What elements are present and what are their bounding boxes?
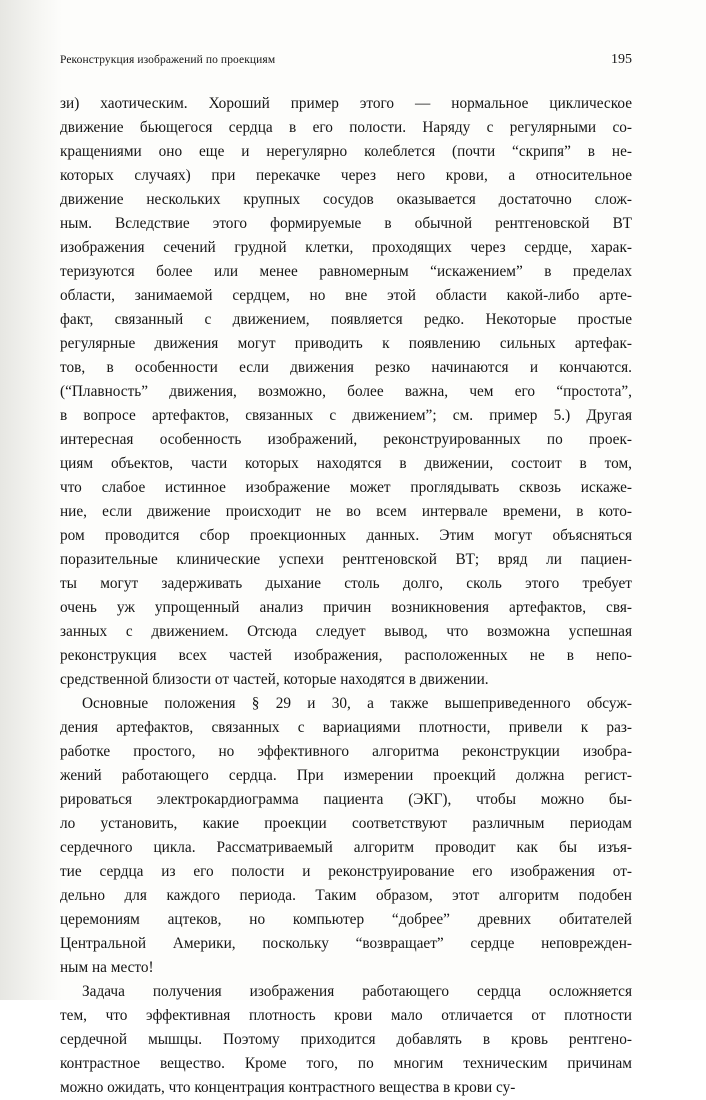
text-line: Задача получения изображения работающего сердца осложняется bbox=[82, 983, 632, 1000]
text-line: Основные положения § 29 и 30, а также вышеприведенного обсуж- bbox=[82, 695, 632, 712]
page-gutter-shadow bbox=[0, 0, 62, 1000]
text-line: интересная особенность изображений, реконструированных по проек- bbox=[60, 431, 632, 448]
running-header bbox=[60, 52, 632, 72]
body-text bbox=[60, 92, 632, 1100]
text-line: дения артефактов, связанных с вариациями плотности, привели к раз- bbox=[60, 719, 632, 736]
text-line: тие сердца из его полости и реконструирование его изображения от- bbox=[60, 863, 632, 880]
text-line: изображения сечений грудной клетки, проходящих через сердце, харак- bbox=[60, 239, 632, 256]
page-number: 195 bbox=[611, 52, 632, 67]
paragraph bbox=[60, 980, 632, 1100]
text-line: ным на место! bbox=[60, 959, 154, 976]
text-line: зи) хаотическим. Хороший пример этого — нормальное циклическое bbox=[60, 95, 632, 112]
text-line: тов, в особенности если движения резко начинаются и кончаются. bbox=[60, 359, 632, 376]
text-line: сердечной мышцы. Поэтому приходится добавлять в кровь рентгено- bbox=[60, 1031, 632, 1048]
text-line: циям объектов, части которых находятся в движении, состоит в том, bbox=[60, 455, 632, 472]
text-line: работке простого, но эффективного алгоритма реконструкции изобра- bbox=[60, 743, 632, 760]
text-line: факт, связанный с движением, появляется редко. Некоторые простые bbox=[60, 311, 632, 328]
text-line: области, занимаемой сердцем, но вне этой области какой-либо арте- bbox=[60, 287, 632, 304]
text-line: ром проводится сбор проекционных данных. Этим могут объясняться bbox=[60, 527, 632, 544]
text-line: церемониям ацтеков, но компьютер “добрее” древних обитателей bbox=[60, 911, 632, 928]
text-line: ным. Вследствие этого формируемые в обычной рентгеновской ВТ bbox=[60, 215, 632, 232]
text-line: что слабое истинное изображение может проглядывать сквозь искаже- bbox=[60, 479, 632, 496]
text-line: ло установить, какие проекции соответствуют различным периодам bbox=[60, 815, 632, 832]
text-line: тем, что эффективная плотность крови мало отличается от плотности bbox=[60, 1007, 632, 1024]
running-title: Реконструкция изображений по проекциям bbox=[60, 54, 276, 66]
text-line: ние, если движение происходит не во всем интервале времени, в кото- bbox=[60, 503, 632, 520]
text-line: занных с движением. Отсюда следует вывод, что возможна успешная bbox=[60, 623, 632, 640]
text-line: движение бьющегося сердца в его полости. Наряду с регулярными со- bbox=[60, 119, 632, 136]
text-line: движение нескольких крупных сосудов оказывается достаточно слож- bbox=[60, 191, 632, 208]
text-line: (“Плавность” движения, возможно, более важна, чем его “простота”, bbox=[60, 383, 632, 400]
paragraph bbox=[60, 92, 632, 692]
text-line: сердечного цикла. Рассматриваемый алгоритм проводит как бы изъя- bbox=[60, 839, 632, 856]
text-line: поразительные клинические успехи рентгеновской ВТ; вряд ли пациен- bbox=[60, 551, 632, 568]
text-line: рироваться электрокардиограмма пациента (ЭКГ), чтобы можно бы- bbox=[60, 791, 632, 808]
text-line: дельно для каждого периода. Таким образом, этот алгоритм подобен bbox=[60, 887, 632, 904]
paragraph bbox=[60, 692, 632, 980]
text-line: ты могут задерживать дыхание столь долго, сколь этого требует bbox=[60, 575, 632, 592]
text-line: кращениями оно еще и нерегулярно колеблется (почти “скрипя” в не- bbox=[60, 143, 632, 160]
text-line: Центральной Америки, поскольку “возвращает” сердце неповрежден- bbox=[60, 935, 632, 952]
text-line: контрастное вещество. Кроме того, по многим техническим причинам bbox=[60, 1055, 632, 1072]
text-line: очень уж упрощенный анализ причин возникновения артефактов, свя- bbox=[60, 599, 632, 616]
text-line: которых случаях) при перекачке через него крови, а относительное bbox=[60, 167, 632, 184]
text-line: теризуются более или менее равномерным “искажением” в пределах bbox=[60, 263, 632, 280]
text-line: в вопросе артефактов, связанных с движением”; см. пример 5.) Другая bbox=[60, 407, 632, 424]
text-line: регулярные движения могут приводить к появлению сильных артефак- bbox=[60, 335, 632, 352]
text-line: жений работающего сердца. При измерении проекций должна регист- bbox=[60, 767, 632, 784]
text-line: средственной близости от частей, которые находятся в движении. bbox=[60, 671, 489, 688]
text-line: реконструкция всех частей изображения, расположенных не в непо- bbox=[60, 647, 632, 664]
text-line: можно ожидать, что концентрация контрастного вещества в крови су- bbox=[60, 1079, 516, 1096]
